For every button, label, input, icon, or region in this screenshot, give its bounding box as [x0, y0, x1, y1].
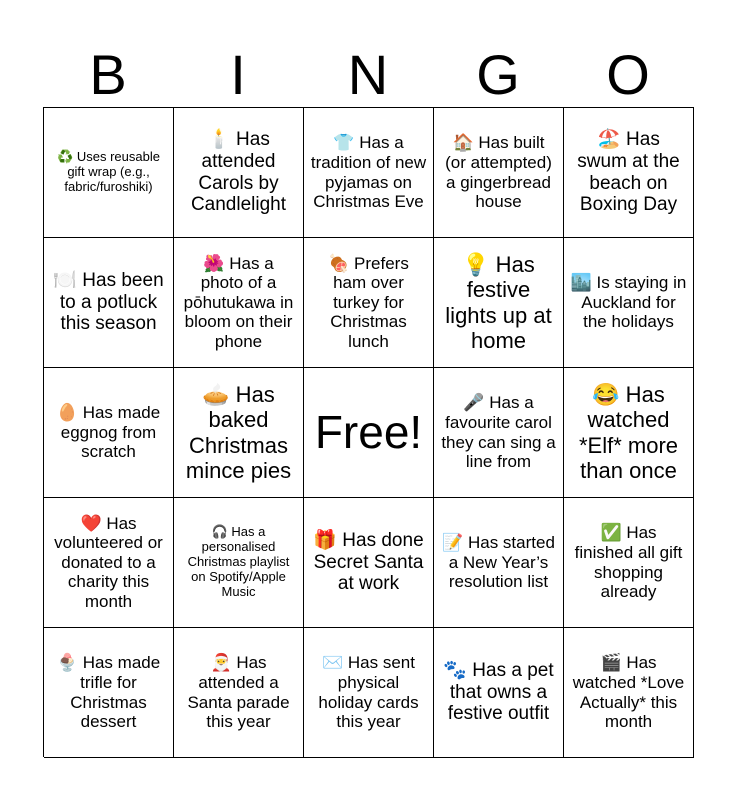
cell-text: 📝 Has started a New Year’s resolution list — [442, 533, 555, 592]
bingo-cell[interactable] — [174, 108, 304, 238]
bingo-cell[interactable] — [434, 368, 564, 498]
cell-text: 🐾 Has a pet that owns a festive outfit — [443, 659, 554, 725]
free-space-cell[interactable] — [304, 368, 434, 498]
cell-text: 🏙️ Is staying in Auckland for the holidays — [570, 273, 687, 332]
header-letter-g: G — [476, 43, 520, 106]
cell-text: 🎤 Has a favourite carol they can sing a line from — [441, 393, 556, 472]
cell-text: 😂 Has watched *Elf* more than once — [578, 381, 679, 483]
bingo-cell[interactable] — [304, 628, 434, 758]
bingo-cell[interactable] — [44, 108, 174, 238]
cell-text: ❤️ Has volunteered or donated to a charity this month — [54, 513, 163, 611]
bingo-header — [43, 40, 693, 110]
header-letter-i: I — [230, 43, 246, 106]
cell-text: 🕯️ Has attended Carols by Candlelight — [190, 128, 287, 216]
cell-text: 🍨 Has made trifle for Christmas dessert — [56, 653, 161, 732]
header-letter-n: N — [347, 43, 389, 106]
bingo-cell[interactable] — [434, 498, 564, 628]
bingo-cell[interactable] — [434, 238, 564, 368]
bingo-cell[interactable] — [44, 238, 174, 368]
bingo-cell[interactable] — [44, 628, 174, 758]
cell-text: 🎅 Has attended a Santa parade this year — [187, 653, 290, 732]
cell-text: ✅ Has finished all gift shopping already — [574, 523, 683, 602]
cell-text: 🥧 Has baked Christmas mince pies — [185, 381, 292, 483]
cell-text: ♻️ Uses reusable gift wrap (e.g., fabric/furoshiki) — [57, 149, 160, 194]
cell-text: 🎧 Has a personalised Christmas playlist on Spotify/Apple Music — [187, 524, 290, 599]
bingo-cell[interactable] — [174, 628, 304, 758]
free-space-label: Free! — [314, 406, 423, 459]
cell-text: 💡 Has festive lights up at home — [445, 251, 552, 353]
cell-text: 🏠 Has built (or attempted) a gingerbread house — [445, 133, 552, 212]
header-letter-o: O — [606, 43, 650, 106]
cell-text: 🎬 Has watched *Love Actually* this month — [572, 653, 685, 732]
cell-text: 🍖 Prefers ham over turkey for Christmas lunch — [328, 253, 409, 351]
bingo-cell[interactable] — [174, 368, 304, 498]
cell-text: 🥚 Has made eggnog from scratch — [56, 403, 161, 462]
cell-text: 👕 Has a tradition of new pyjamas on Christmas Eve — [310, 133, 427, 212]
bingo-cell[interactable] — [44, 368, 174, 498]
bingo-cell[interactable] — [564, 498, 694, 628]
bingo-cell[interactable] — [174, 238, 304, 368]
bingo-cell[interactable] — [564, 368, 694, 498]
bingo-cell[interactable] — [304, 108, 434, 238]
bingo-cell[interactable] — [564, 108, 694, 238]
bingo-cell[interactable] — [434, 108, 564, 238]
bingo-cell[interactable] — [304, 498, 434, 628]
cell-text: 🏖️ Has swum at the beach on Boxing Day — [577, 128, 680, 216]
bingo-cell[interactable] — [564, 628, 694, 758]
cell-text: 🍽️ Has been to a potluck this season — [53, 269, 164, 335]
bingo-cell[interactable] — [174, 498, 304, 628]
header-letter-b: B — [89, 43, 127, 106]
cell-text: ✉️ Has sent physical holiday cards this year — [318, 653, 419, 732]
cell-text: 🌺 Has a photo of a pōhutukawa in bloom on their phone — [183, 253, 294, 351]
bingo-cell[interactable] — [44, 498, 174, 628]
bingo-grid — [43, 107, 694, 757]
cell-text: 🎁 Has done Secret Santa at work — [313, 529, 424, 595]
bingo-cell[interactable] — [304, 238, 434, 368]
bingo-cell[interactable] — [434, 628, 564, 758]
bingo-cell[interactable] — [564, 238, 694, 368]
